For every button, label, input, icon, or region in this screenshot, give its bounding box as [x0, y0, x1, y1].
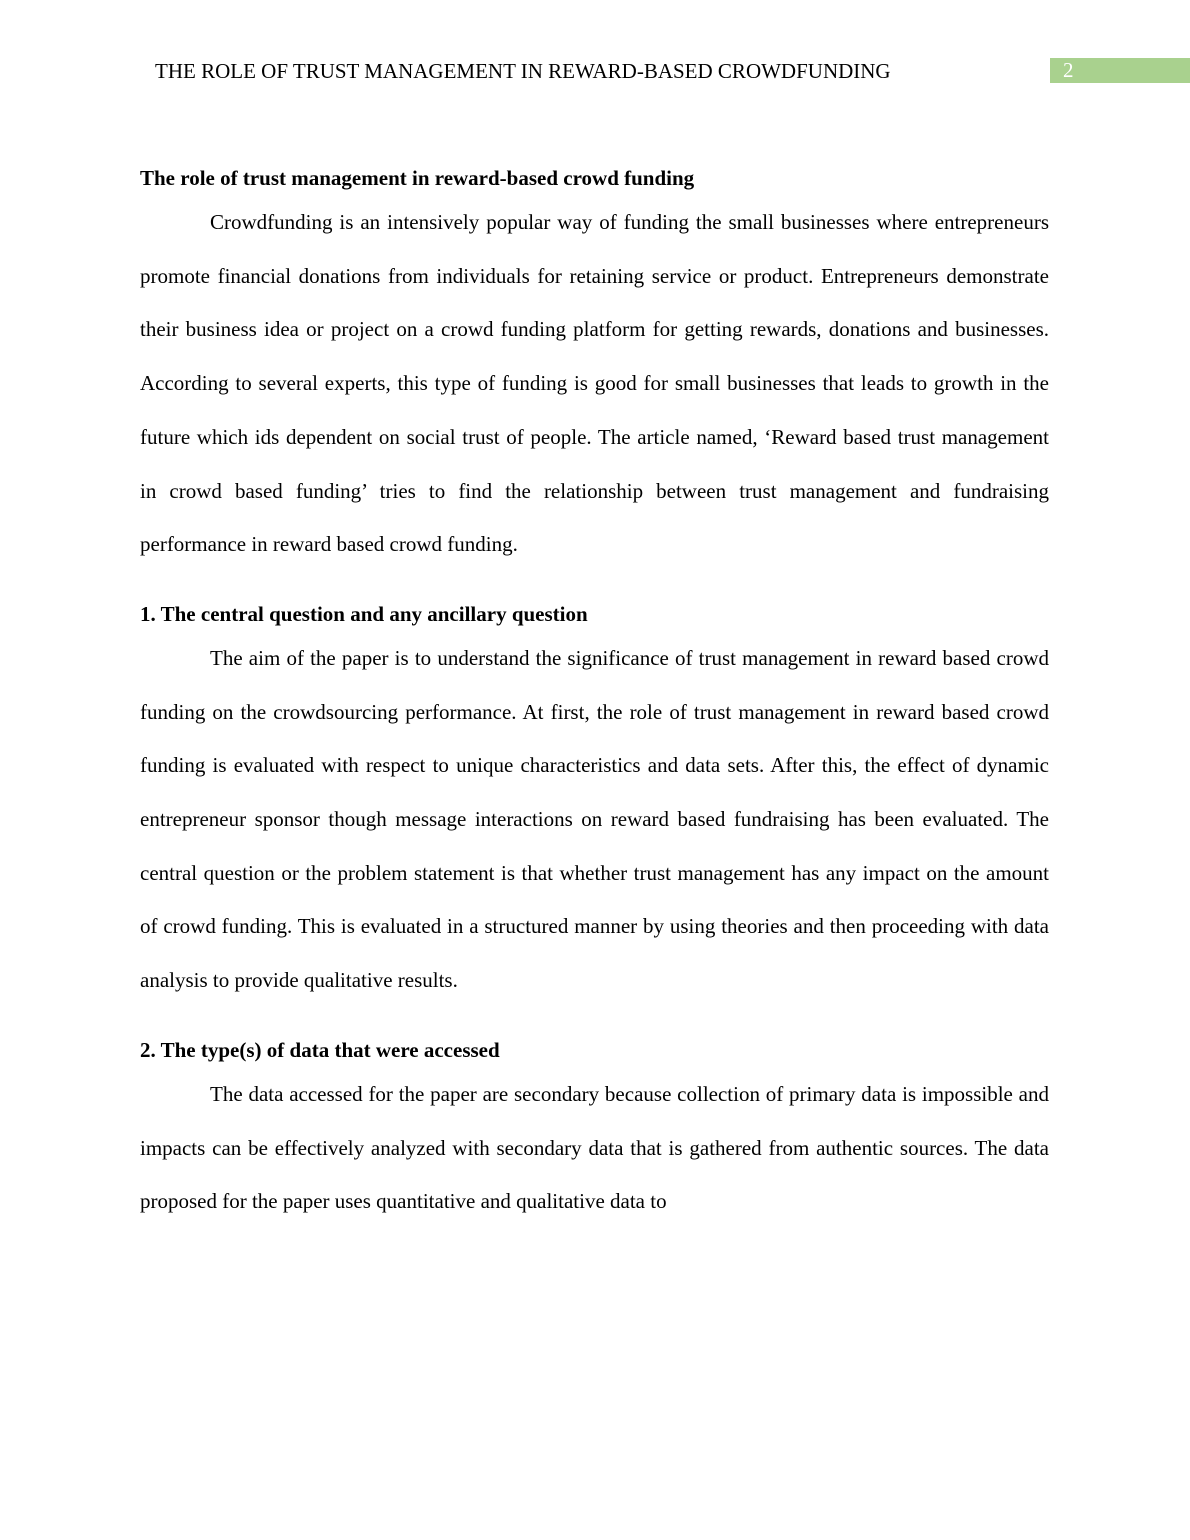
running-head: THE ROLE OF TRUST MANAGEMENT IN REWARD-BASED CROWDFUNDING — [155, 59, 891, 83]
page-number: 2 — [1063, 58, 1074, 82]
page-number-box — [1050, 58, 1190, 83]
section-heading-data-types: 2. The type(s) of data that were accessed — [140, 1037, 500, 1062]
section-heading-central-question: 1. The central question and any ancillary question — [140, 601, 588, 626]
document-body — [140, 160, 1049, 1229]
intro-paragraph: Crowdfunding is an intensively popular way of funding the small businesses where entrepreneurs promote financial donations from individuals for retaining service or product. Entrepreneurs demonstrate their business idea or project on a crowd funding platform for getting rewards, donations and businesses. According to several experts, this type of funding is good for small businesses that leads to growth in the future which ids dependent on social trust of people. The article named, ‘Reward based trust management in crowd based funding’ tries to find the relationship between trust management and fundraising performance in reward based crowd funding. — [140, 210, 1049, 557]
document-title: The role of trust management in reward-based crowd funding — [140, 166, 695, 190]
section-paragraph-central-question: The aim of the paper is to understand the significance of trust management in reward based crowd funding on the crowdsourcing performance. At first, the role of trust management in reward based crowd funding is evaluated with respect to unique characteristics and data sets. After this, the effect of dynamic entrepreneur sponsor though message interactions on reward based fundraising has been evaluated. The central question or the problem statement is that whether trust management has any impact on the amount of crowd funding. This is evaluated in a structured manner by using theories and then proceeding with data analysis to provide qualitative results. — [140, 645, 1049, 993]
section-paragraph-data-types: The data accessed for the paper are secondary because collection of primary data is impossible and impacts can be effectively analyzed with secondary data that is gathered from authentic sources. The data proposed for the paper uses quantitative and qualitative data to — [140, 1081, 1049, 1214]
